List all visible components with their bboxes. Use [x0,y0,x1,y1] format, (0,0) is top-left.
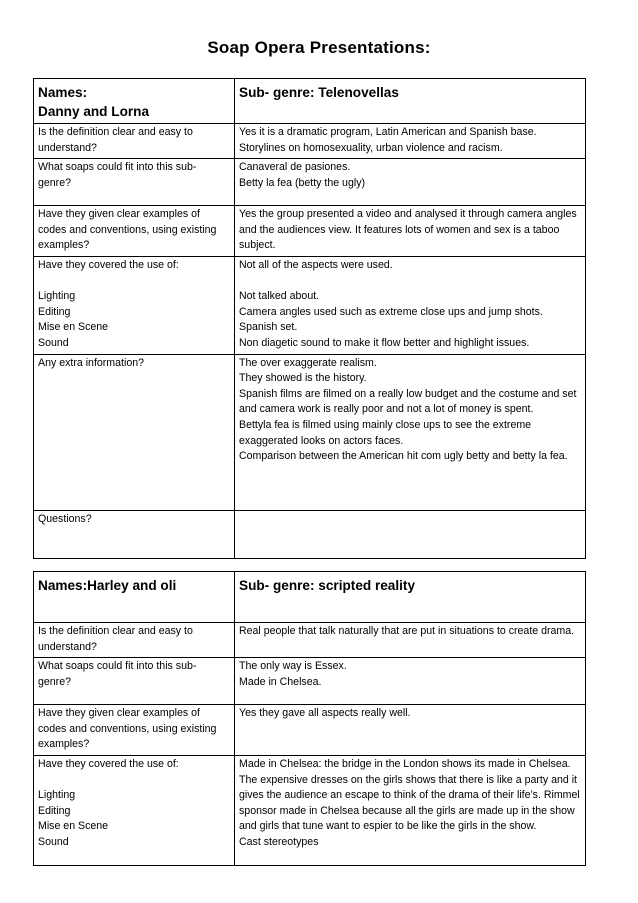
table-row [34,510,586,558]
question-cell: Have they covered the use of: Lighting Editing Mise en Scene Sound [34,256,235,354]
table-header-row [34,79,586,124]
table-row [34,623,586,658]
names-cell: Names: Danny and Lorna [34,79,235,124]
answer-cell: Real people that talk naturally that are put in situations to create drama. [235,623,586,658]
answer-cell: Yes the group presented a video and analysed it through camera angles and the audiences view. It features lots of women and sex is a taboo subject. [235,206,586,257]
table-row [34,159,586,206]
table-row [34,658,586,705]
question-cell: Have they given clear examples of codes and conventions, using existing examples? [34,206,235,257]
answer-cell: Canaveral de pasiones. Betty la fea (betty the ugly) [235,159,586,206]
presentation-table-danny-lorna [33,78,586,559]
subgenre-cell: Sub- genre: scripted reality [235,572,586,623]
answer-cell: Yes it is a dramatic program, Latin American and Spanish base. Storylines on homosexuality, urban violence and racism. [235,124,586,159]
table-row [34,705,586,756]
question-cell: What soaps could fit into this sub-genre? [34,658,235,705]
answer-cell [235,510,586,558]
page-title: Soap Opera Presentations: [207,38,431,57]
presentation-table-harley-oli [33,571,586,866]
question-cell: Is the definition clear and easy to understand? [34,623,235,658]
answer-cell: The only way is Essex. Made in Chelsea. [235,658,586,705]
table-header-row [34,572,586,623]
question-cell: Questions? [34,510,235,558]
names-cell: Names:Harley and oli [34,572,235,623]
answer-cell: Made in Chelsea: the bridge in the London shows its made in Chelsea. The expensive dresses on the girls shows that there is like a party and it gives the audience an escape to think of the drama of their life’s. Rimmel sponsor made in Chelsea because all the girls are made up in the show and girls that tune want to espier to be like the girls in the show. Cast stereotypes [235,755,586,865]
table-row [34,124,586,159]
question-cell: Is the definition clear and easy to understand? [34,124,235,159]
question-cell: What soaps could fit into this sub-genre? [34,159,235,206]
table-row [34,256,586,354]
table-row [34,354,586,510]
question-cell: Have they covered the use of: Lighting Editing Mise en Scene Sound [34,755,235,865]
answer-cell: The over exaggerate realism. They showed is the history. Spanish films are filmed on a really low budget and the costume and set and camera work is really poor and not a lot of money is spent. Bettyla fea is filmed using mainly close ups to see the extreme exaggerated looks on actors faces. Comparison between the American hit com ugly betty and betty la fea. [235,354,586,510]
subgenre-cell: Sub- genre: Telenovellas [235,79,586,124]
answer-cell: Yes they gave all aspects really well. [235,705,586,756]
question-cell: Have they given clear examples of codes and conventions, using existing examples? [34,705,235,756]
table-row [34,206,586,257]
answer-cell: Not all of the aspects were used. Not talked about. Camera angles used such as extreme close ups and jump shots. Spanish set. Non diagetic sound to make it flow better and highlight issues. [235,256,586,354]
question-cell: Any extra information? [34,354,235,510]
table-row [34,755,586,865]
